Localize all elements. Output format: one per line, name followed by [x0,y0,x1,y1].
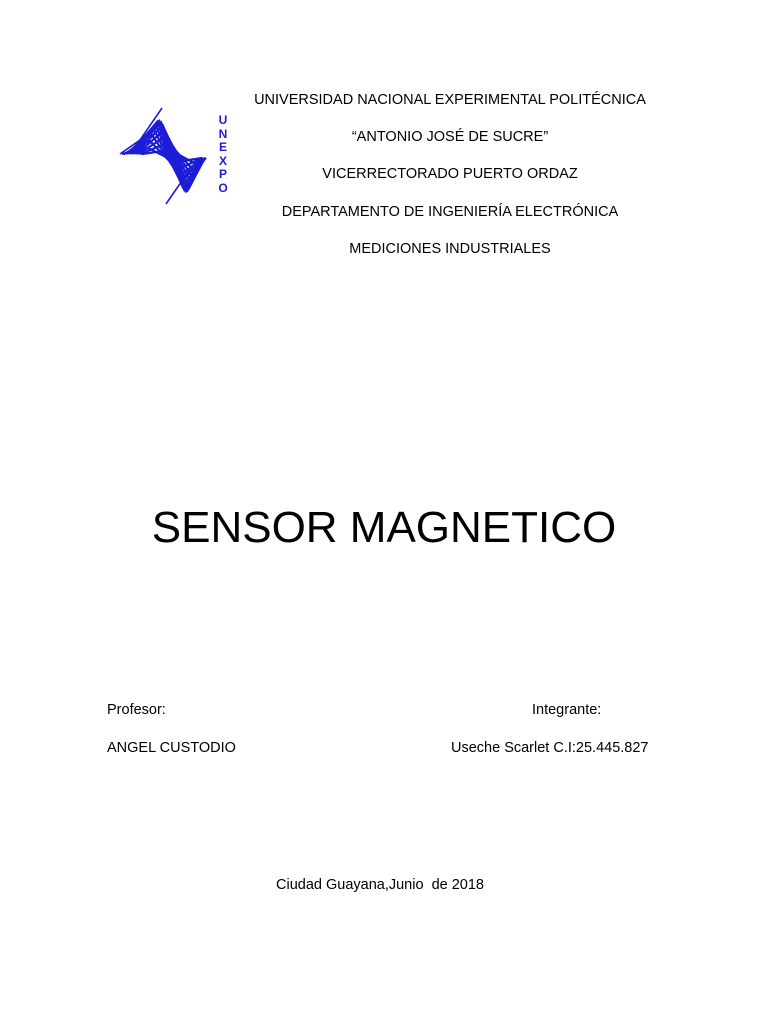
logo-letter: O [218,180,228,195]
logo-letter: X [218,153,227,168]
course-name: MEDICIONES INDUSTRIALES [349,241,551,257]
logo-letter: N [218,126,228,141]
place-date: Ciudad Guayana,Junio de 2018 [276,877,484,893]
department-name: DEPARTAMENTO DE INGENIERÍA ELECTRÓNICA [281,204,619,220]
university-namesake: “ANTONIO JOSÉ DE SUCRE” [351,129,549,145]
logo-stripes [120,108,206,204]
vice-rectorate: VICERRECTORADO PUERTO ORDAZ [322,166,578,182]
logo-letter: E [218,140,227,155]
member-label: Integrante: [532,702,602,718]
university-name: UNIVERSIDAD NACIONAL EXPERIMENTAL POLITÉCNICA [254,92,646,108]
logo-letter: P [218,167,227,182]
professor-label: Profesor: [107,702,166,718]
document-title: SENSOR MAGNETICO [151,503,617,552]
logo-letter: U [218,113,228,127]
logo-letters [216,114,230,196]
professor-name: ANGEL CUSTODIO [107,740,236,756]
member-name: Useche Scarlet C.I:25.445.827 [451,740,649,756]
